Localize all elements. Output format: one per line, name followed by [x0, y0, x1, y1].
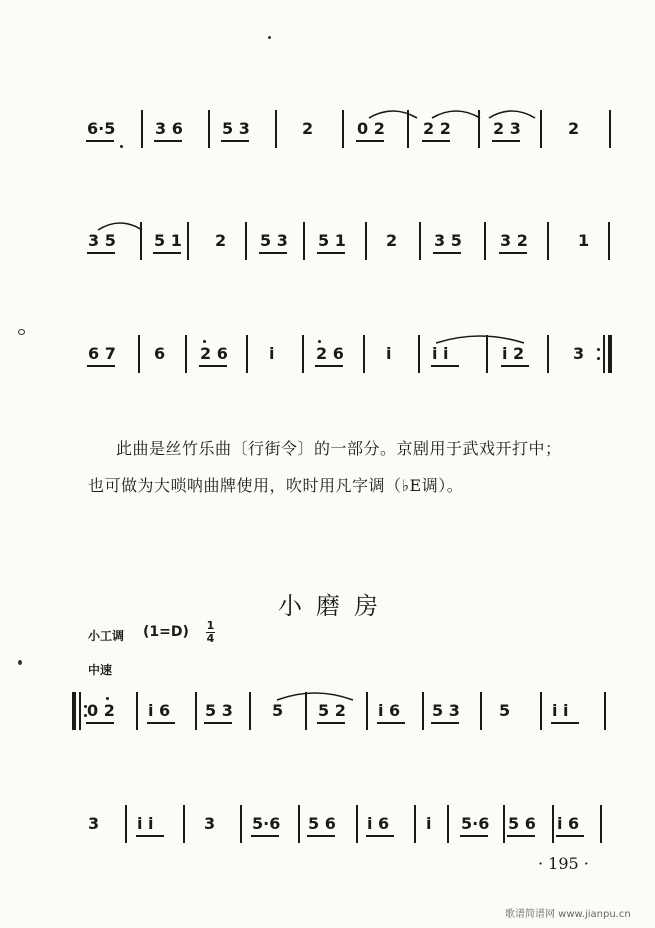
note-group: 3 2	[500, 231, 528, 250]
barline	[540, 110, 542, 148]
slur-tie	[487, 106, 537, 120]
score-row-4	[0, 692, 655, 752]
barline	[503, 805, 505, 843]
note-group: i	[426, 814, 432, 833]
barline	[547, 335, 549, 373]
note-group: 5 3	[222, 119, 250, 138]
repeat-dot	[84, 714, 87, 717]
note-group: i	[386, 344, 392, 363]
barline	[604, 692, 606, 730]
score-row-1	[0, 110, 655, 170]
piece-title: 小磨房	[278, 592, 392, 620]
repeat-dot	[597, 357, 600, 360]
slur-tie	[275, 688, 355, 702]
octave-dot-high	[203, 340, 206, 343]
slur-tie	[430, 106, 482, 120]
underline-beam	[86, 140, 114, 142]
barline	[600, 805, 602, 843]
barline	[342, 110, 344, 148]
time-signature	[206, 621, 215, 644]
barline	[547, 222, 549, 260]
start-repeat-thin	[79, 692, 81, 730]
final-barline	[603, 335, 605, 373]
note-group: 2	[302, 119, 314, 138]
barline	[608, 222, 610, 260]
underline-beam	[551, 722, 579, 724]
note-group: 2 6	[316, 344, 344, 363]
underline-beam	[317, 722, 345, 724]
barline	[419, 222, 421, 260]
barline	[447, 805, 449, 843]
note-group: 5·6	[461, 814, 490, 833]
barline	[249, 692, 251, 730]
note-group: i 6	[557, 814, 580, 833]
note-group: 5 1	[318, 231, 346, 250]
underline-beam	[366, 835, 394, 837]
underline-beam	[199, 365, 227, 367]
underline-beam	[317, 252, 345, 254]
barline	[138, 335, 140, 373]
octave-dot-high	[318, 340, 321, 343]
note-group: 6·5	[87, 119, 116, 138]
barline	[480, 692, 482, 730]
tempo-marking: 中速	[88, 663, 113, 677]
barline	[540, 692, 542, 730]
barline	[609, 110, 611, 148]
watermark: 歌谱简谱网 www.jianpu.cn	[505, 909, 631, 920]
underline-beam	[556, 835, 584, 837]
barline	[185, 335, 187, 373]
note-group: i i	[552, 701, 569, 720]
note-group: 2	[215, 231, 227, 250]
note-group: 2 3	[493, 119, 521, 138]
underline-beam	[147, 722, 175, 724]
slur-tie	[367, 106, 419, 120]
note-group: 0 2	[357, 119, 385, 138]
note-group: 3 5	[88, 231, 116, 250]
barline	[245, 222, 247, 260]
note-group: 5 6	[308, 814, 336, 833]
underline-beam	[433, 252, 461, 254]
barline	[552, 805, 554, 843]
barline	[484, 222, 486, 260]
underline-beam	[356, 140, 384, 142]
barline	[363, 335, 365, 373]
octave-dot-low	[120, 145, 123, 148]
note-group: 5 3	[205, 701, 233, 720]
underline-beam	[431, 722, 459, 724]
note-group: 1	[578, 231, 590, 250]
barline	[365, 222, 367, 260]
score-row-2	[0, 222, 655, 282]
note-group: 0 2	[87, 701, 115, 720]
barline	[303, 222, 305, 260]
meter-denominator: 4	[206, 632, 215, 645]
underline-beam	[377, 722, 405, 724]
barline	[183, 805, 185, 843]
note-group: i 6	[148, 701, 171, 720]
underline-beam	[136, 835, 164, 837]
note-group: 5	[499, 701, 511, 720]
note-group: 3	[204, 814, 216, 833]
note-group: i i	[137, 814, 154, 833]
barline	[195, 692, 197, 730]
barline	[187, 222, 189, 260]
slur-tie	[434, 331, 526, 345]
note-group: 2	[568, 119, 580, 138]
barline	[208, 110, 210, 148]
barline	[275, 110, 277, 148]
barline	[422, 692, 424, 730]
key-signature: (1=D)	[143, 624, 189, 640]
note-group: 2 6	[200, 344, 228, 363]
slur-tie	[96, 218, 144, 232]
note-group: 2 2	[423, 119, 451, 138]
note-group: i 6	[367, 814, 390, 833]
note-group: i 6	[378, 701, 401, 720]
barline	[298, 805, 300, 843]
note-group: 3	[88, 814, 100, 833]
note-group: 3	[573, 344, 585, 363]
barline	[136, 692, 138, 730]
note-group: 5 6	[508, 814, 536, 833]
note-group: 3 5	[434, 231, 462, 250]
note-group: i	[269, 344, 275, 363]
underline-beam	[251, 835, 279, 837]
note-text-line-1: 此曲是丝竹乐曲〔行街令〕的一部分。京剧用于武戏开打中；	[116, 439, 562, 458]
underline-beam	[204, 722, 232, 724]
underline-beam	[307, 835, 335, 837]
scan-speck	[18, 660, 22, 665]
repeat-dot	[597, 348, 600, 351]
underline-beam	[87, 365, 115, 367]
key-label: 小工调	[88, 629, 125, 643]
underline-beam	[154, 140, 182, 142]
note-group: 5	[272, 701, 284, 720]
underline-beam	[460, 835, 488, 837]
note-group: 5 3	[432, 701, 460, 720]
underline-beam	[422, 140, 450, 142]
barline	[418, 335, 420, 373]
final-barline-thick	[608, 335, 612, 373]
barline	[356, 805, 358, 843]
underline-beam	[221, 140, 249, 142]
note-group: i i	[432, 344, 449, 363]
note-group: 5·6	[252, 814, 281, 833]
note-text-line-2: 也可做为大唢呐曲牌使用，吹时用凡字调（♭E调）。	[88, 476, 464, 495]
underline-beam	[315, 365, 343, 367]
barline	[366, 692, 368, 730]
underline-beam	[507, 835, 535, 837]
underline-beam	[492, 140, 520, 142]
meter-numerator: 1	[206, 619, 215, 632]
score-row-3	[0, 335, 655, 395]
page-number: · 195 ·	[538, 854, 589, 873]
underline-beam	[87, 252, 115, 254]
note-group: 5 3	[260, 231, 288, 250]
note-group: 6 7	[88, 344, 116, 363]
underline-beam	[86, 722, 114, 724]
scan-speck	[268, 36, 271, 39]
underline-beam	[431, 365, 459, 367]
barline	[414, 805, 416, 843]
barline	[302, 335, 304, 373]
barline	[240, 805, 242, 843]
underline-beam	[259, 252, 287, 254]
note-group: 5 1	[154, 231, 182, 250]
underline-beam	[153, 252, 181, 254]
note-group: i 2	[502, 344, 525, 363]
note-group: 2	[386, 231, 398, 250]
note-group: 6	[154, 344, 166, 363]
barline	[125, 805, 127, 843]
barline	[246, 335, 248, 373]
start-repeat-thick	[72, 692, 76, 730]
octave-dot-high	[106, 697, 109, 700]
underline-beam	[499, 252, 527, 254]
note-group: 5 2	[318, 701, 346, 720]
note-group: 3 6	[155, 119, 183, 138]
barline	[141, 110, 143, 148]
underline-beam	[501, 365, 529, 367]
repeat-dot	[84, 705, 87, 708]
scan-speck	[18, 329, 25, 335]
